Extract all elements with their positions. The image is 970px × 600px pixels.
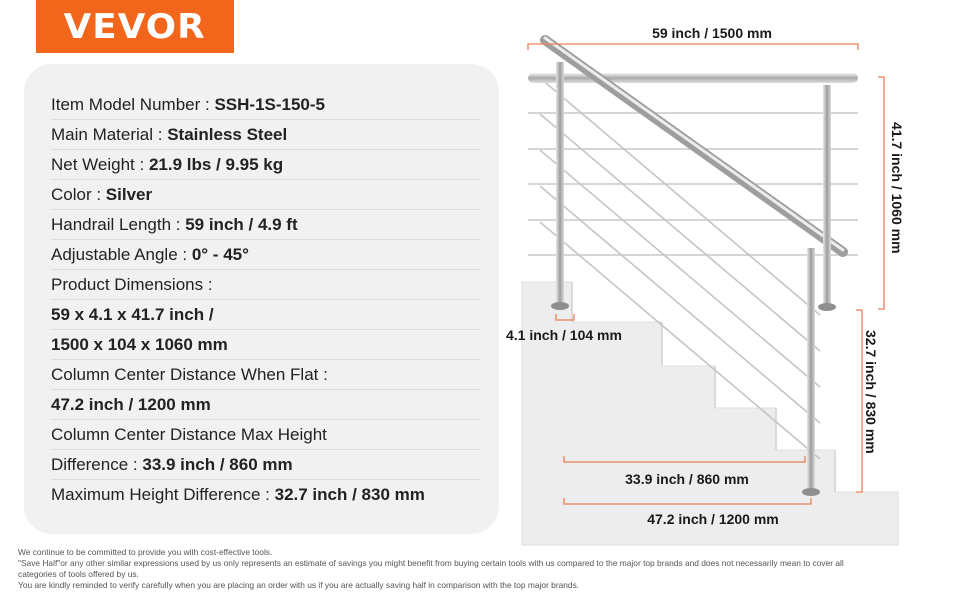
spec-row: Column Center Distance When Flat : (51, 360, 481, 390)
stairs (522, 282, 898, 545)
height-label: 41.7 inch / 1060 mm (889, 122, 905, 254)
disclaimer (18, 547, 918, 591)
horizontal-cables (528, 113, 858, 255)
spec-row: Maximum Height Difference : 32.7 inch / 830 mm (51, 485, 425, 504)
flat-top-rail (528, 73, 858, 83)
spec-row: Column Center Distance Max Height (51, 420, 481, 450)
spec-row: 47.2 inch / 1200 mm (51, 390, 481, 420)
logo-text: VEVOR (63, 6, 207, 47)
railing-diagram (500, 20, 970, 560)
vevor-logo (36, 0, 234, 53)
spec-row: Main Material : Stainless Steel (51, 120, 481, 150)
spec-row: 1500 x 104 x 1060 mm (51, 330, 481, 360)
handrail-length-label: 59 inch / 1500 mm (652, 25, 772, 41)
column-distance-flat-label: 47.2 inch / 1200 mm (647, 511, 779, 527)
disclaimer-line: We continue to be committed to provide you with cost-effective tools. (18, 547, 273, 557)
spec-row: Net Weight : 21.9 lbs / 9.95 kg (51, 150, 481, 180)
spec-row: 59 x 4.1 x 41.7 inch / (51, 300, 481, 330)
disclaimer-line: "Save Half"or any other similar expressions used by us only represents an estimate of savings you might benefit from buying certain tools with us compared to the major top brands and does not necessarily mean to cover all (18, 558, 844, 568)
base-width-label: 4.1 inch / 104 mm (506, 327, 622, 343)
spec-row: Item Model Number : SSH-1S-150-5 (51, 90, 481, 120)
disclaimer-line: categories of tools offered by us. (18, 569, 139, 579)
specs-panel (24, 64, 499, 534)
handrail-highlight (545, 38, 843, 250)
max-height-difference-label: 32.7 inch / 830 mm (863, 330, 879, 454)
spec-row: Handrail Length : 59 inch / 4.9 ft (51, 210, 481, 240)
spec-row: Difference : 33.9 inch / 860 mm (51, 450, 481, 480)
spec-row: Adjustable Angle : 0° - 45° (51, 240, 481, 270)
column-distance-max-label: 33.9 inch / 860 mm (625, 471, 749, 487)
spec-row: Product Dimensions : (51, 270, 481, 300)
spec-row: Color : Silver (51, 180, 481, 210)
disclaimer-line: You are kindly reminded to verify carefully when you are placing an order with us if you are actually saving half in comparison with the top major brands. (18, 580, 580, 590)
